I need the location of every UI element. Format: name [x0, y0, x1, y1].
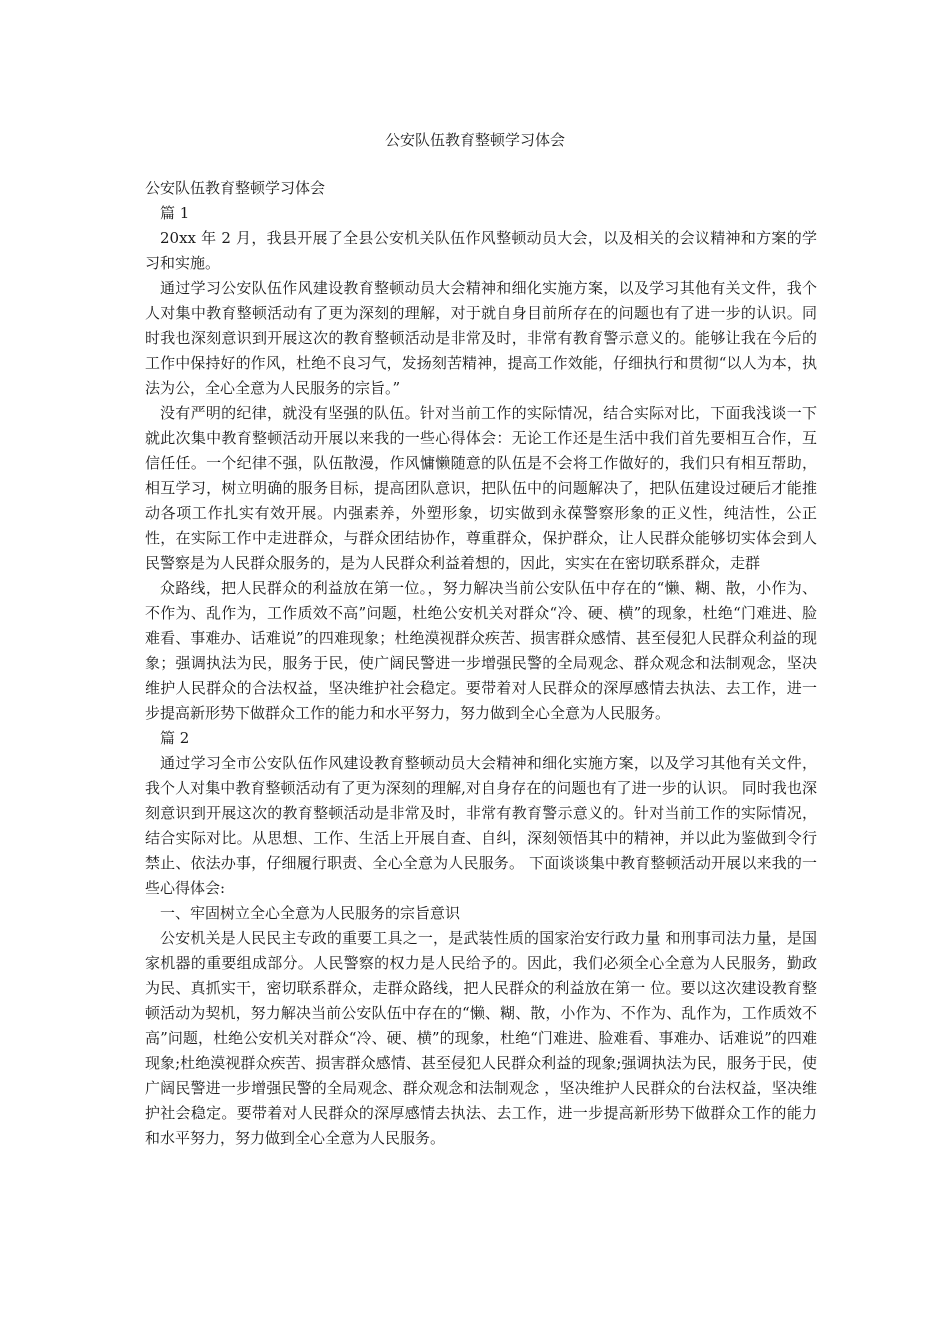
section-2-label: 篇 2	[160, 729, 190, 747]
paragraph: 没有严明的纪律，就没有坚强的队伍。针对当前工作的实际情况，结合实际对比，下面我浅谈一下就此次集中教育整顿活动开展以来我的一些心得体会：无论工作还是生活中我们首先要相互合作，互信任任。一个纪律不强，队伍散漫，作风慵懒随意的队伍是不会将工作做好的，我们只有相互帮助，相互学习，树立明确的服务目标，提高团队意识，把队伍中的问题解决了，把队伍建设过硬后才能推动各项工作扎实有效开展。内强素养，外塑形象，切实做到永葆警察形象的正义性，纯洁性，公正性，在实际工作中走进群众，与群众团结协作，尊重群众，保护群众，让人民群众能够切实体会到人民警察是为人民群众服务的，是为人民群众利益着想的，因此，实实在在密切联系群众，走群	[145, 404, 817, 572]
paragraph: 公安机关是人民民主专政的重要工具之一，是武装性质的国家治安行政力量 和刑事司法力量，是国家机器的重要组成部分。人民警察的权力是人民给予的。因此，我们必须全心全意为人民服务，勤政为民、真抓实干，密切联系群众，走群众路线，把人民群众的利益放在第一 位。要以这次建设教育整顿活动为契机，努力解决当前公安队伍中存在的“懒、糊、散，小作为、不作为、乱作为，工作质效不高”问题，杜绝公安机关对群众“冷、硬、横”的现象，杜绝“门难进、脸难看、事难办、话难说”的四难现象;杜绝漠视群众疾苦、损害群众感情、甚至侵犯人民群众利益的现象;强调执法为民，服务于民，使广阔民警进一步增强民警的全局观念、群众观念和法制观念 ，坚决维护人民群众的台法权益，坚决维护社会稳定。要带着对人民群众的深厚感情去执法、去工作，进一步提高新形势下做群众工作的能力和水平努力，努力做到全心全意为人民服务。	[145, 929, 817, 1147]
section-heading: 一、牢固树立全心全意为人民服务的宗旨意识	[160, 904, 461, 922]
section-1-label: 篇 1	[160, 204, 190, 222]
document-title: 公安队伍教育整顿学习体会	[384, 131, 565, 149]
paragraph: 20xx 年 2 月，我县开展了全县公安机关队伍作风整顿动员大会，以及相关的会议精神和方案的学习和实施。	[145, 229, 817, 272]
document-subtitle: 公安队伍教育整顿学习体会	[145, 179, 326, 197]
paragraph: 通过学习公安队伍作风建设教育整顿动员大会精神和细化实施方案，以及学习其他有关文件，我个人对集中教育整顿活动有了更为深刻的理解，对于就自身目前所存在的问题也有了进一步的认识。同时我也深刻意识到开展这次的教育整顿活动是非常及时，非常有教育警示意义的。能够让我在今后的工作中保持好的作风，杜绝不良习气，发扬刻苦精神，提高工作效能，仔细执行和贯彻“以人为本，执法为公，全心全意为人民服务的宗旨。”	[145, 279, 817, 397]
document-body	[145, 176, 817, 1151]
paragraph: 通过学习全市公安队伍作风建设教育整顿动员大会精神和细化实施方案，以及学习其他有关文件，我个人对集中教育整顿活动有了更为深刻的理解,对自身存在的问题也有了进一步的认识。 同时我也深刻意识到开展这次的教育整顿活动是非常及时，非常有教育警示意义的。针对当前工作的实际情况，结合实际对比。从思想、工作、生活上开展自查、自纠，深刻领悟其中的精神，并以此为鉴做到令行禁止、依法办事，仔细履行职责、全心全意为人民服务。 下面谈谈集中教育整顿活动开展以来我的一些心得体会:	[145, 754, 817, 897]
paragraph: 众路线，把人民群众的利益放在第一位。，努力解决当前公安队伍中存在的“懒、糊、散，小作为、不作为、乱作为，工作质效不高”问题，杜绝公安机关对群众“冷、硬、横”的现象，杜绝“门难进、脸难看、事难办、话难说”的四难现象；杜绝漠视群众疾苦、损害群众感情、甚至侵犯人民群众利益的现象；强调执法为民，服务于民，使广阔民警进一步增强民警的全局观念、群众观念和法制观念，坚决维护人民群众的合法权益，坚决维护社会稳定。要带着对人民群众的深厚感情去执法、去工作，进一步提高新形势下做群众工作的能力和水平努力，努力做到全心全意为人民服务。	[145, 579, 817, 722]
